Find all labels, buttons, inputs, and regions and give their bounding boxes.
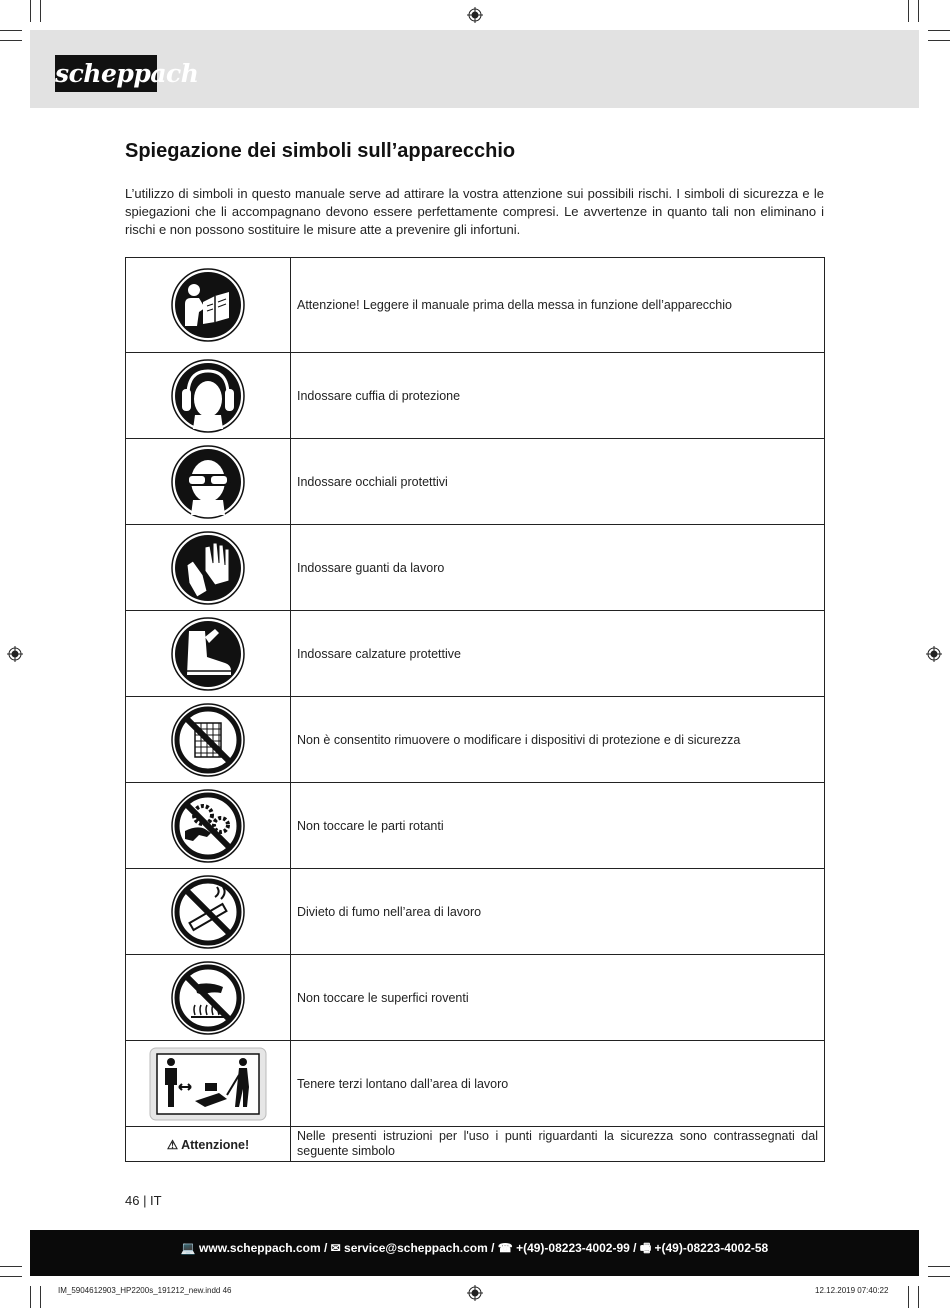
table-row bbox=[126, 955, 825, 1041]
print-slug-date: 12.12.2019 07:40:22 bbox=[815, 1286, 889, 1295]
table-row bbox=[126, 783, 825, 869]
symbol-description: Indossare guanti da lavoro bbox=[291, 525, 825, 611]
intro-paragraph: L’utilizzo di simboli in questo manuale serve ad attirare la vostra attenzione sui possibili rischi. I simboli di sicurezza e le spiegazioni che li accompagnano devono essere perfettamente compresi. Le avvertenze in quanto tali non eliminano i rischi e non possono sostituire le misure atte a prevenire gli infortuni. bbox=[125, 186, 824, 237]
crop-mark bbox=[918, 0, 919, 22]
symbol-description: Non toccare le parti rotanti bbox=[291, 783, 825, 869]
crop-mark bbox=[0, 40, 22, 41]
page-footer bbox=[30, 1230, 919, 1276]
registration-mark-icon bbox=[7, 646, 23, 662]
table-row bbox=[126, 439, 825, 525]
symbol-description: Non toccare le superfici roventi bbox=[291, 955, 825, 1041]
crop-mark bbox=[40, 1286, 41, 1308]
crop-mark bbox=[0, 1276, 22, 1277]
work-gloves-icon bbox=[171, 531, 245, 605]
page-header bbox=[30, 30, 919, 108]
crop-mark bbox=[928, 40, 950, 41]
table-row bbox=[126, 1127, 825, 1162]
no-smoking-icon bbox=[171, 875, 245, 949]
safety-goggles-icon bbox=[171, 445, 245, 519]
table-row bbox=[126, 869, 825, 955]
symbol-description: Indossare occhiali protettivi bbox=[291, 439, 825, 525]
table-row bbox=[126, 525, 825, 611]
attention-text: Nelle presenti istruzioni per l'uso i punti riguardanti la sicurezza sono contrassegnati dal seguente simbolo bbox=[291, 1127, 825, 1162]
crop-mark bbox=[928, 30, 950, 31]
symbol-description: Indossare calzature protettive bbox=[291, 611, 825, 697]
crop-mark bbox=[928, 1266, 950, 1267]
print-slug-file: IM_5904612903_HP2200s_191212_new.indd 46 bbox=[58, 1286, 232, 1295]
page-title: Spiegazione dei simboli sull’apparecchio bbox=[125, 140, 516, 162]
symbol-description: Attenzione! Leggere il manuale prima della messa in funzione dell’apparecchio bbox=[291, 258, 825, 353]
page-number: 46 | IT bbox=[125, 1193, 162, 1208]
no-touch-hot-surface-icon bbox=[171, 961, 245, 1035]
crop-mark bbox=[0, 1266, 22, 1267]
crop-mark bbox=[908, 1286, 909, 1308]
registration-mark-icon bbox=[467, 1285, 483, 1301]
symbol-description: Non è consentito rimuovere o modificare i dispositivi di protezione e di sicurezza bbox=[291, 697, 825, 783]
crop-mark bbox=[918, 1286, 919, 1308]
table-row bbox=[126, 258, 825, 353]
crop-mark bbox=[30, 1286, 31, 1308]
safety-boots-icon bbox=[171, 617, 245, 691]
crop-mark bbox=[0, 30, 22, 31]
keep-bystanders-away-icon bbox=[149, 1047, 267, 1121]
table-row bbox=[126, 611, 825, 697]
table-row bbox=[126, 353, 825, 439]
footer-contact: 💻 www.scheppach.com / ✉ service@scheppach.com / ☎ +(49)-08223-4002-99 / 🖷 +(49)-08223-4002-58 bbox=[180, 1241, 769, 1255]
crop-mark bbox=[40, 0, 41, 22]
symbol-description: Indossare cuffia di protezione bbox=[291, 353, 825, 439]
no-remove-guard-icon bbox=[171, 703, 245, 777]
attention-label: ⚠ Attenzione! bbox=[126, 1127, 291, 1162]
symbols-table bbox=[125, 257, 825, 1162]
crop-mark bbox=[908, 0, 909, 22]
no-touch-rotating-parts-icon bbox=[171, 789, 245, 863]
symbol-description: Divieto di fumo nell’area di lavoro bbox=[291, 869, 825, 955]
ear-protection-icon bbox=[171, 359, 245, 433]
read-manual-icon bbox=[171, 268, 245, 342]
table-row bbox=[126, 697, 825, 783]
registration-mark-icon bbox=[926, 646, 942, 662]
registration-mark-icon bbox=[467, 7, 483, 23]
symbol-description: Tenere terzi lontano dall’area di lavoro bbox=[291, 1041, 825, 1127]
crop-mark bbox=[928, 1276, 950, 1277]
crop-mark bbox=[30, 0, 31, 22]
table-row bbox=[126, 1041, 825, 1127]
brand-logo: scheppach bbox=[55, 55, 157, 92]
